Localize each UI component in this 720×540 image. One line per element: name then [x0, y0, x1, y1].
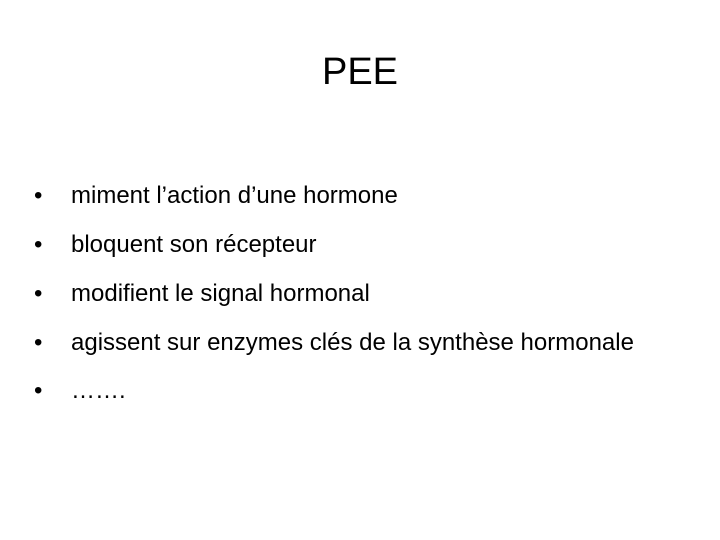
list-item-text: ……. [71, 377, 126, 404]
list-item [34, 377, 654, 405]
bullet-icon: • [34, 377, 43, 404]
bullet-icon: • [34, 280, 43, 307]
list-item [34, 329, 654, 357]
list-item-text: miment l’action d’une hormone [71, 182, 398, 209]
bullet-icon: • [34, 329, 43, 356]
slide-title: PEE [321, 51, 399, 93]
list-item [34, 182, 654, 210]
bullet-icon: • [34, 182, 43, 209]
bullet-icon: • [34, 231, 43, 258]
list-item-text: bloquent son récepteur [71, 231, 317, 258]
list-item-text: agissent sur enzymes clés de la synthèse hormonale [71, 329, 634, 356]
bullet-list [34, 182, 654, 426]
list-item-text: modifient le signal hormonal [71, 280, 370, 307]
list-item [34, 280, 654, 308]
list-item [34, 231, 654, 259]
